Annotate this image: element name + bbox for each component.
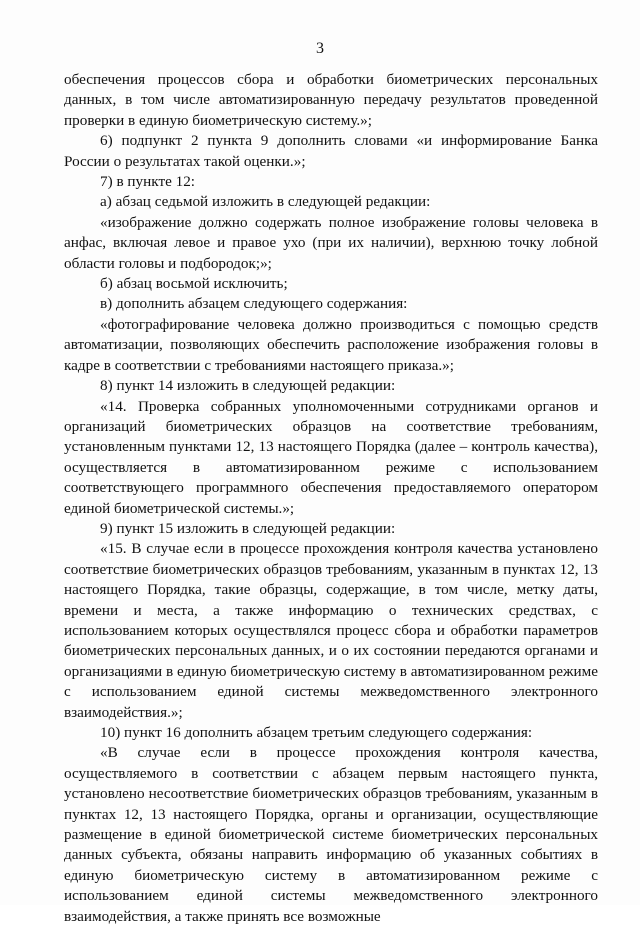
paragraph: обеспечения процессов сбора и обработки биометрических персональных данных, в том числе автоматизированную передачу результатов проведенной проверки в единую биометрическую систему.»; [64, 71, 598, 129]
paragraph: «В случае если в процессе прохождения контроля качества, осуществляемого в соответствии с абзацем первым настоящего пункта, установлено несоответствие биометрических образцов требованиям, указанным в пунктах 12, 13 настоящего Порядка, органы и организации, осуществляющие размещение в единой биометрической системе биометрических персональных данных субъекта, обязаны направить информацию об указанных событиях в единую биометрическую систему в автоматизированном режиме с использованием единой системы межведомственного электронного взаимодействия, а также принять все возможные [64, 744, 598, 925]
paragraph: «15. В случае если в процессе прохождения контроля качества установлено соответствие биометрических образцов требованиям, указанным в пунктах 12, 13 настоящего Порядка, такие образцы, содержащие, в том числе, метку даты, времени и места, а также информацию о технических средствах, с использованием которых осуществлялся процесс сбора и обработки параметров биометрических персональных данных, и о их состоянии передаются органами и организациями в единую биометрическую систему в автоматизированном режиме с использованием единой системы межведомственного электронного взаимодействия.»; [64, 540, 598, 721]
paragraph: «14. Проверка собранных уполномоченными сотрудниками органов и организаций биометрических образцов на соответствие требованиям, установленным пунктами 12, 13 настоящего Порядка (далее – контроль качества), осуществляется в автоматизированном режиме с использованием соответствующего программного обеспечения предоставляемого оператором единой биометрической системы.»; [64, 397, 598, 517]
paragraph: а) абзац седьмой изложить в следующей редакции: [100, 193, 431, 211]
paragraph: 8) пункт 14 изложить в следующей редакции: [100, 377, 396, 395]
paragraph: «изображение должно содержать полное изображение головы человека в анфас, включая левое и правое ухо (при их наличии), верхнюю точку лобной области головы и подбородок;»; [64, 213, 598, 272]
page-number: 3 [316, 40, 324, 57]
paragraph: 9) пункт 15 изложить в следующей редакции: [100, 519, 396, 537]
paragraph: 7) в пункте 12: [100, 173, 196, 191]
paragraph: 6) подпункт 2 пункта 9 дополнить словами «и информирование Банка России о результатах такой оценки.»; [64, 132, 598, 170]
paragraph: б) абзац восьмой исключить; [100, 275, 288, 293]
document-body [64, 70, 598, 927]
paragraph: «фотографирование человека должно производиться с помощью средств автоматизации, позволяющих обеспечить расположение изображения головы в кадре в соответствии с требованиями настоящего приказа.»; [64, 315, 598, 374]
paragraph: 10) пункт 16 дополнить абзацем третьим следующего содержания: [100, 724, 533, 741]
paragraph: в) дополнить абзацем следующего содержания: [100, 295, 408, 313]
